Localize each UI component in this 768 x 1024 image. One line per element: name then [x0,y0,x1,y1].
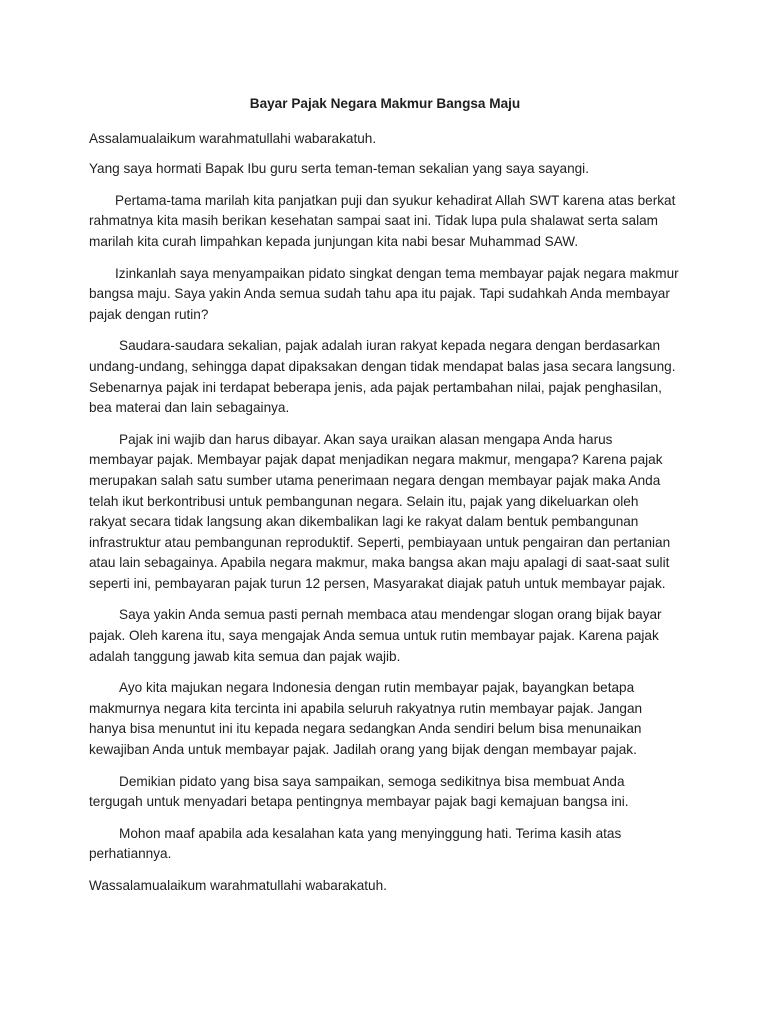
paragraph-slogan: Saya yakin Anda semua pasti pernah membaca atau mendengar slogan orang bijak bayar pajak. Oleh karena itu, saya mengajak Anda semua untuk rutin membayar pajak. Karena pajak adalah tanggung jawab kita semua dan pajak wajib. [89,607,662,664]
paragraph-farewell: Wassalamualaikum warahmatullahi wabarakatuh. [89,878,387,893]
paragraph-opening: Pertama-tama marilah kita panjatkan puji dan syukur kehadirat Allah SWT karena atas berkat rahmatnya kita masih berikan kesehatan sampai saat ini. Tidak lupa pula shalawat serta salam marilah kita curah limpahkan kepada junjungan kita nabi besar Muhammad SAW. [89,192,676,249]
paragraph-introduction: Izinkanlah saya menyampaikan pidato singkat dengan tema membayar pajak negara makmur bangsa maju. Saya yakin Anda semua sudah tahu apa itu pajak. Tapi sudahkah Anda membayar pajak dengan rutin? [89,265,679,322]
paragraph-salutation: Yang saya hormati Bapak Ibu guru serta teman-teman sekalian yang saya sayangi. [89,161,589,177]
document-body [89,94,679,908]
paragraph-definition: Saudara-saudara sekalian, pajak adalah iuran rakyat kepada negara dengan berdasarkan undang-undang, sehingga dapat dipaksakan dengan tidak mendapat balas jasa secara langsung. Sebenarnya pajak ini terdapat beberapa jenis, ada pajak pertambahan nilai, pajak penghasilan, bea materai dan lain sebagainya. [89,338,676,416]
paragraph-reasons: Pajak ini wajib dan harus dibayar. Akan saya uraikan alasan mengapa Anda harus membayar pajak. Membayar pajak dapat menjadikan negara makmur, mengapa? Karena pajak merupakan salah satu sumber utama penerimaan negara dengan membayar pajak maka Anda telah ikut berkontribusi untuk pembangunan negara. Selain itu, pajak yang dikeluarkan oleh rakyat secara tidak langsung akan dikembalikan lagi ke rakyat dalam bentuk pembangunan infrastruktur atau pembangunan reproduktif. Seperti, pembiayaan untuk pengairan dan pertanian atau lain sebagainya. Apabila negara makmur, maka bangsa akan maju apalagi di saat-saat sulit seperti ini, pembayaran pajak turun 12 persen, Masyarakat diajak patuh untuk membayar pajak. [89,431,671,591]
paragraph-greeting: Assalamualaikum warahmatullahi wabarakatuh. [89,130,377,146]
paragraph-invitation: Ayo kita majukan negara Indonesia dengan rutin membayar pajak, bayangkan betapa makmurnya negara kita tercinta ini apabila seluruh rakyatnya rutin membayar pajak. Jangan hanya bisa menuntut ini itu kepada negara sedangkan Anda sendiri belum bisa menunaikan kewajiban Anda untuk membayar pajak. Jadilah orang yang bijak dengan membayar pajak. [89,680,643,758]
paragraph-closing: Demikian pidato yang bisa saya sampaikan, semoga sedikitnya bisa membuat Anda tergugah untuk menyadari betapa pentingnya membayar pajak bagi kemajuan bangsa ini. [89,773,629,810]
document-title: Bayar Pajak Negara Makmur Bangsa Maju [249,96,521,111]
paragraph-apology: Mohon maaf apabila ada kesalahan kata yang menyinggung hati. Terima kasih atas perhatiannya. [89,825,622,862]
